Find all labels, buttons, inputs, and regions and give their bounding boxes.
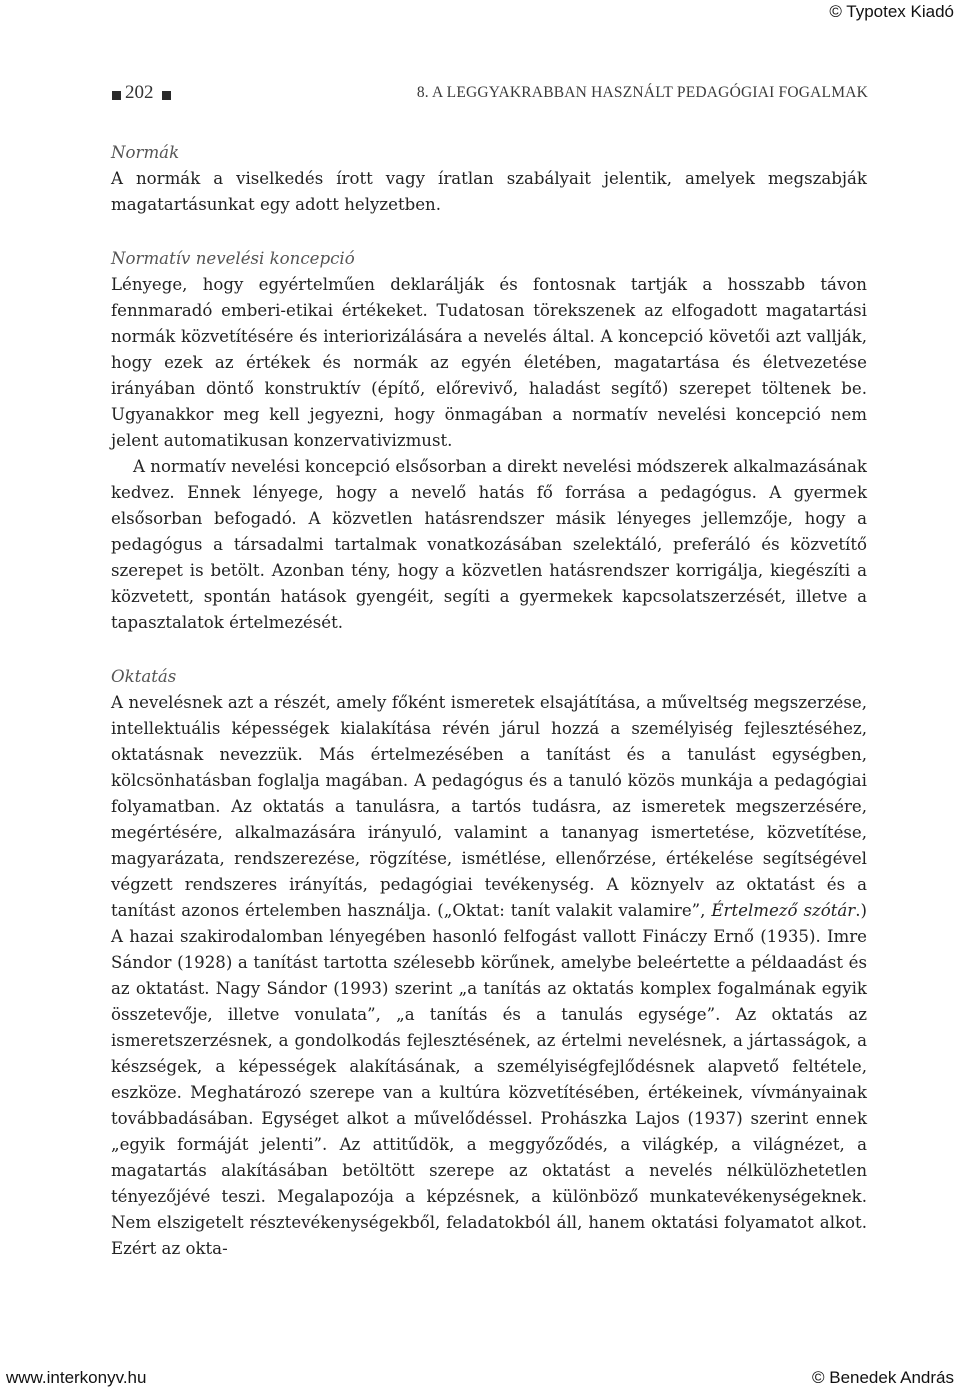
paragraph-text: .) A hazai szakirodalomban lényegében hasonló felfogást vallott Fináczy Ernő (1935). Imre Sándor (1928) a tanítást tartotta szélesebb körűnek, amelybe beleértette a példaadást és az oktatást. Nagy Sándor (1993) szerint „a tanítás az oktatás komplex fogalmának egyik összetevője, illetve vonulata”, „a tanítás és a tanulás egysége”. Az oktatás az ismeretszerzésnek, a gondolkodás fejlesztésének, az értelmi nevelésnek, a jártasságok, a készségek, a képességek alakításának, a személyiségfejlődésnek alapvető feltétele, eszköze. Meghatározó szerepe van a kultúra közvetítésében, értékeinek, vívmányainak továbbadásában. Egységet alkot a művelődéssel. Prohászka Lajos (1937) szerint ennek „egyik formáját jelenti”. Az attitűdök, a meggyőződés, a világkép, a világnézet, a magatartás alakításában betöltött szerepe az oktatást a nevelés nélkülözhetetlen tényezőjévé teszi. Megalapozója a képzésnek, a különböző munkatevékenységeknek. Nem elszigetelt résztevékenységekből, feladatokból áll, hanem oktatási folyamatot alkot. Ezért az okta- xyxy=(111,901,867,1258)
section-normak xyxy=(111,140,867,218)
section-oktatas xyxy=(111,664,867,1262)
section-title: Normatív nevelési koncepció xyxy=(111,249,355,268)
paragraph xyxy=(111,690,867,1262)
page-number: 202 xyxy=(125,82,154,103)
section-normativ-nevelesi-koncepcio xyxy=(111,246,867,636)
square-bullet-icon xyxy=(162,91,171,100)
paragraph: Lényege, hogy egyértelműen deklarálják és fontosnak tartják a hosszabb távon fennmaradó emberi-etikai értékeket. Tudatosan törekszenek az elfogadott magatartási normák közvetítésére és interiorizálására a nevelés által. A koncepció követői azt vallják, hogy ezek az értékek és normák az egyén életében, magatartása és életvezetése irányában döntő konstruktív (építő, előrevivő, haladást segítő) szerepet töltenek be. Ugyanakkor meg kell jegyezni, hogy önmagában a normatív nevelési koncepció nem jelent automatikusan konzervativizmust. xyxy=(111,275,867,450)
paragraph-text: A nevelésnek azt a részét, amely főként ismeretek elsajátítása, a műveltség megszerzése, intellektuális képességek kialakítása révén járul hozzá a személyiség fejlesztéséhez, oktatásnak nevezzük. Más értelmezésében a tanítást és a tanulást egységben, kölcsönhatásban foglalja magában. A pedagógus és a tanuló közös munkája a pedagógiai folyamatban. Az oktatás a tanulásra, a tartós tudásra, az ismeretek megszerzésére, megértésére, alkalmazására irányuló, valamint a tananyag ismertetése, közvetítése, magyarázata, rendszerezése, rögzítése, ismétlése, ellenőrzése, értékelése segítségével végzett rendszeres irányítás, pedagógiai tevékenység. A köznyelv az oktatást és a tanítást azonos értelemben használja. („Oktat: tanít valakit valamire”, xyxy=(111,693,867,920)
chapter-title: 8. A LEGGYAKRABBAN HASZNÁLT PEDAGÓGIAI FOGALMAK xyxy=(416,84,868,101)
page-body xyxy=(111,140,867,1290)
section-title: Normák xyxy=(111,143,180,162)
paragraph: A normák a viselkedés írott vagy íratlan szabályait jelentik, amelyek megszabják magatartásunkat egy adott helyzetben. xyxy=(111,169,867,214)
square-bullet-icon xyxy=(112,91,121,100)
section-title: Oktatás xyxy=(111,667,177,686)
paragraph: A normatív nevelési koncepció elsősorban a direkt nevelési módszerek alkalmazásának kedvez. Ennek lényege, hogy a nevelő hatás fő forrása a pedagógus. A gyermek elsősorban befogadó. A közvetlen hatásrendszer másik lényeges jellemzője, hogy a pedagógus a társadalmi tartalmak vonatkozásában szelektáló, preferáló és közvetítő szerepet is betölt. Azonban tény, hogy a közvetlen hatásrendszer korrigálja, kiegészíti a közvetett, spontán hatások gyengéit, segíti a gyermekek kapcsolatszerzését, illetve a tapasztalatok értelmezését. xyxy=(111,457,867,632)
citation-title: Értelmező szótár xyxy=(711,901,856,920)
site-watermark: www.interkonyv.hu xyxy=(6,1368,147,1387)
copyright-watermark-top: © Typotex Kiadó xyxy=(829,2,954,21)
copyright-watermark-bottom: © Benedek András xyxy=(811,1368,954,1387)
running-header xyxy=(112,82,868,108)
